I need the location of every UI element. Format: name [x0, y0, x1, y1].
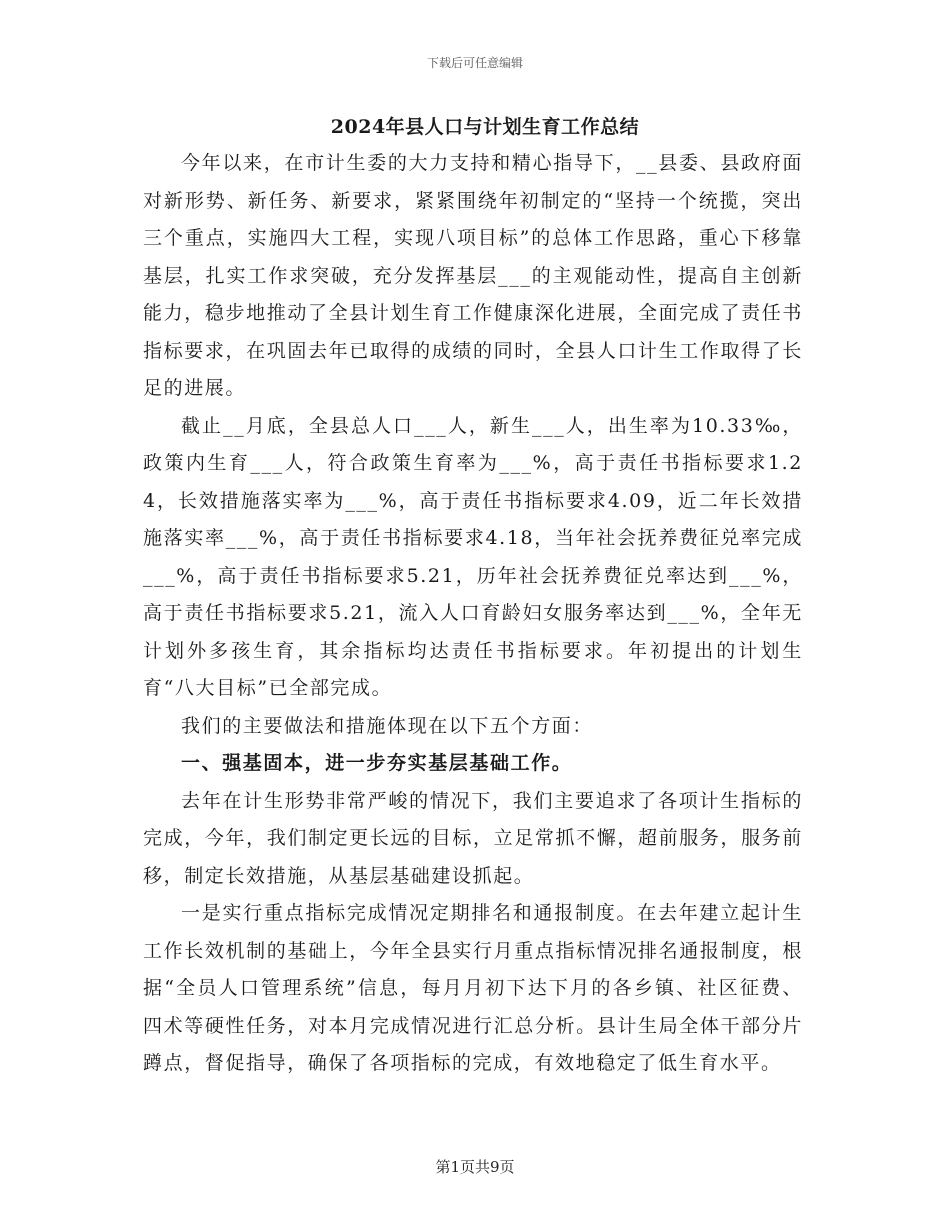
- paragraph-ranking-system: 一是实行重点指标完成情况定期排名和通报制度。在去年建立起计生工作长效机制的基础上，今年全县实行月重点指标情况排名通报制度，根据“全员人口管理系统”信息，每月月初下达下月的各乡镇、社区征费、四术等硬性任务，对本月完成情况进行汇总分析。县计生局全体干部分片蹲点，督促指导，确保了各项指标的完成，有效地稳定了低生育水平。: [143, 902, 803, 1074]
- paragraph-intro: 今年以来，在市计生委的大力支持和精心指导下，__县委、县政府面对新形势、新任务、新要求，紧紧围绕年初制定的“坚持一个统揽，突出三个重点，实施四大工程，实现八项目标”的总体工作思路，重心下移靠基层，扎实工作求突破，充分发挥基层___的主观能动性，提高自主创新能力，稳步地推动了全县计划生育工作健康深化进展，全面完成了责任书指标要求，在巩固去年已取得的成绩的同时，全县人口计生工作取得了长足的进展。: [143, 152, 803, 399]
- paragraph-statistics: 截止__月底，全县总人口___人，新生___人，出生率为10.33‰，政策内生育___人，符合政策生育率为___%，高于责任书指标要求1.24，长效措施落实率为___%，高于责任书指标要求4.09，近二年长效措施落实率___%，高于责任书指标要求4.18，当年社会抚养费征兑率完成___%，高于责任书指标要求5.21，历年社会抚养费征兑率达到___%，高于责任书指标要求5.21，流入人口育龄妇女服务率达到___%，全年无计划外多孩生育，其余指标均达责任书指标要求。年初提出的计划生育“八大目标”已全部完成。: [143, 414, 803, 699]
- document-title: 2024年县人口与计划生育工作总结: [330, 116, 640, 138]
- page-number: 第1页共9页: [435, 1158, 515, 1176]
- page-header: 下载后可任意编辑: [426, 56, 523, 70]
- paragraph-measures-intro: 我们的主要做法和措施体现在以下五个方面：: [181, 714, 594, 737]
- document-body: [143, 145, 803, 1083]
- section-heading-1: 一、强基固本，进一步夯实基层基础工作。: [181, 752, 573, 774]
- paragraph-section-1: 去年在计生形势非常严峻的情况下，我们主要追求了各项计生指标的完成，今年，我们制定更长远的目标，立足常抓不懈，超前服务，服务前移，制定长效措施，从基层基础建设抓起。: [143, 789, 803, 887]
